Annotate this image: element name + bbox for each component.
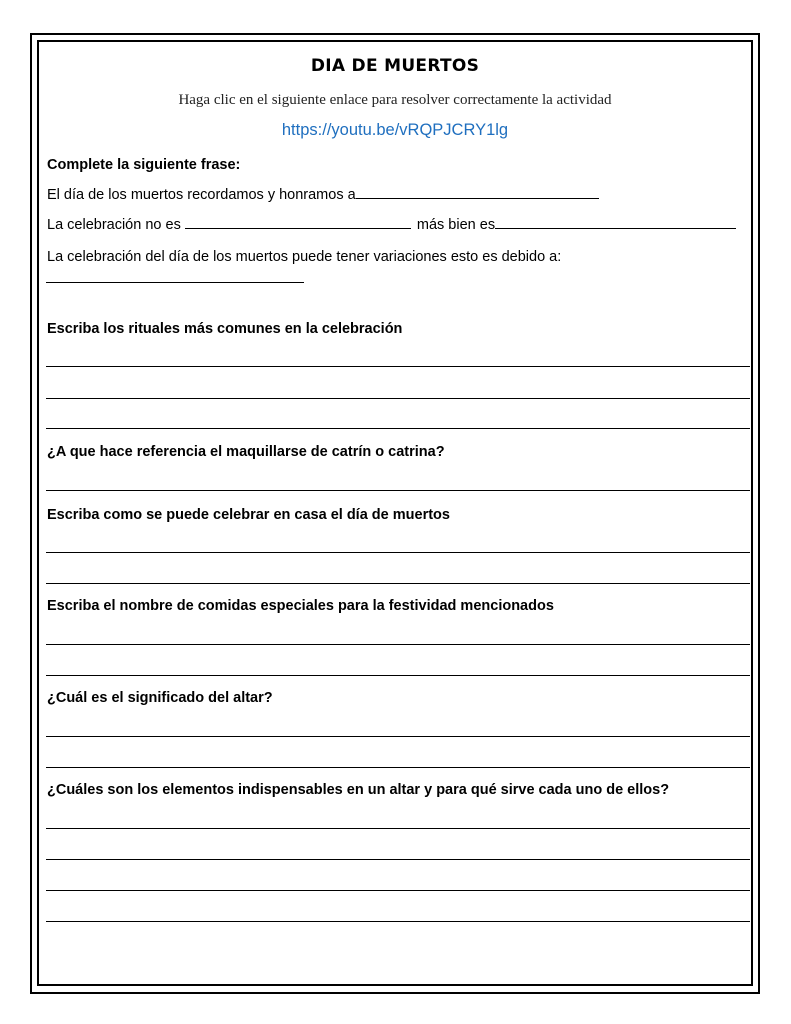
answer-line[interactable] [46,583,750,584]
sentence-3-text: La celebración del día de los muertos puede tener variaciones esto es debido a: [47,249,562,265]
answer-line[interactable] [46,490,750,491]
sentence-2a-blank[interactable] [185,227,411,229]
answer-line[interactable] [46,644,750,645]
answer-line[interactable] [46,828,750,829]
answer-line[interactable] [46,675,750,676]
answer-line[interactable] [46,398,750,399]
worksheet-title: DIA DE MUERTOS [310,56,480,76]
question-comidas: Escriba el nombre de comidas especiales para la festividad mencionados [47,598,554,614]
sentence-2 [47,217,736,233]
question-rituales: Escriba los rituales más comunes en la celebración [47,321,403,337]
sentence-2b-text: más bien es [416,217,496,233]
question-altar-significado: ¿Cuál es el significado del altar? [47,690,273,706]
sentence-1-blank[interactable] [356,197,599,199]
sentence-1 [47,187,599,203]
video-link[interactable]: https://youtu.be/vRQPJCRY1lg [281,121,509,139]
sentence-2a-text: La celebración no es [47,217,181,233]
answer-line[interactable] [46,552,750,553]
answer-line[interactable] [46,767,750,768]
answer-line[interactable] [46,890,750,891]
instructions-text: Haga clic en el siguiente enlace para resolver correctamente la actividad [178,92,612,108]
complete-heading: Complete la siguiente frase: [47,157,241,173]
answer-line[interactable] [46,859,750,860]
answer-line[interactable] [46,921,750,922]
question-celebrar-casa: Escriba como se puede celebrar en casa el día de muertos [47,507,450,523]
question-catrin: ¿A que hace referencia el maquillarse de catrín o catrina? [47,444,445,460]
sentence-1-text: El día de los muertos recordamos y honramos a [47,187,356,203]
answer-line[interactable] [46,736,750,737]
answer-line[interactable] [46,428,750,429]
question-altar-elementos: ¿Cuáles son los elementos indispensables en un altar y para qué sirve cada uno de ellos? [47,782,670,798]
sentence-2b-blank[interactable] [495,227,736,229]
answer-line[interactable] [46,366,750,367]
sentence-3-blank[interactable] [46,282,304,283]
